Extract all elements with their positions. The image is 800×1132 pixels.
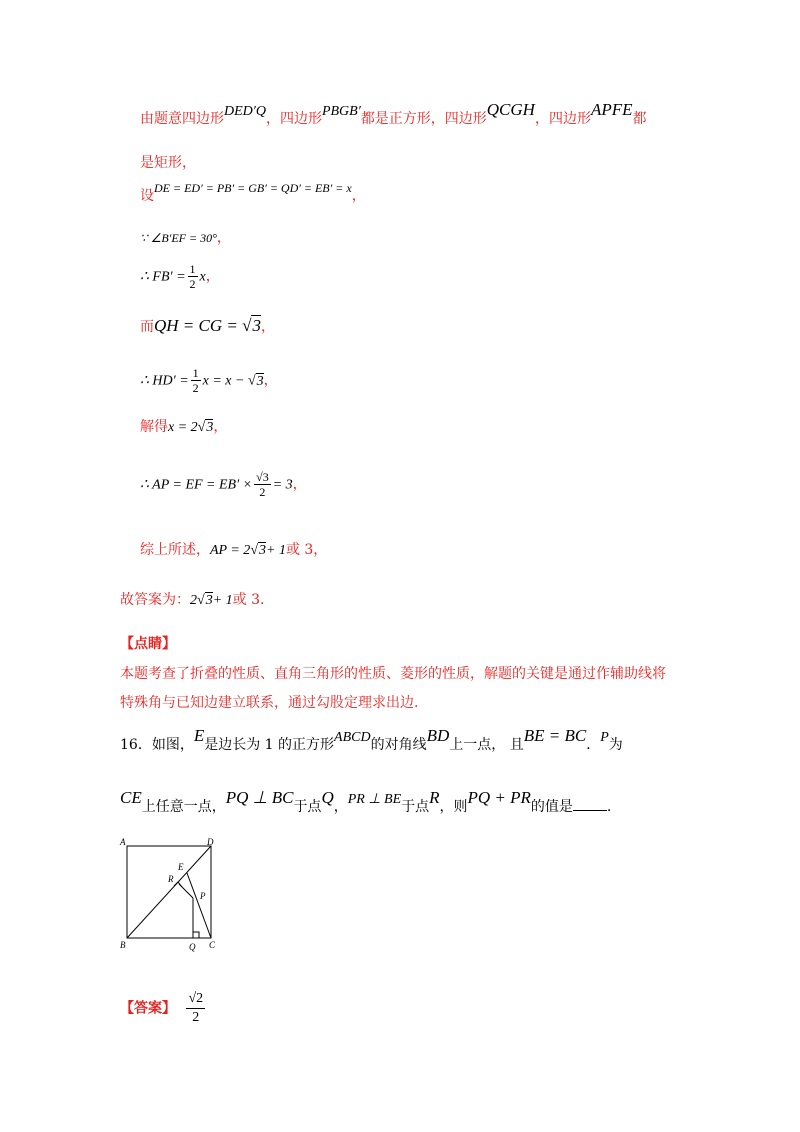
label-r: R <box>168 874 174 884</box>
question-line-1: 16．如图，E是边长为 1 的正方形ABCD的对角线BD上一点， 且BE = BC．P为 <box>120 726 623 753</box>
solution-line-4: ∵ ∠B′EF = 30°， <box>140 230 231 246</box>
label-e: E <box>178 862 184 872</box>
solution-line-5: ∴ FB′ = $\frac{1}{2}$ x， <box>140 262 220 291</box>
solution-line-6: 而QH = CG = √3， <box>140 316 275 335</box>
solution-line-7: ∴ HD′ = $\frac{1}{2}$ x = x − √3， <box>140 366 278 395</box>
label-d: D <box>207 837 214 847</box>
fraction: $\frac{1}{2}$ <box>189 262 196 291</box>
answer-fraction: $\frac{√2}{2}$ <box>188 991 204 1025</box>
label-p: P <box>200 891 206 901</box>
comment-heading: 【点睛】 <box>120 636 176 652</box>
right-angle-mark-q <box>193 932 199 938</box>
solution-line-2: 是矩形， <box>140 155 196 171</box>
solution-line-11: 故答案为：2√3+ 1或 3. <box>120 592 265 608</box>
solution-line-10: 综上所述，AP = 2√3+ 1或 3， <box>140 542 328 558</box>
segment-ec <box>187 873 211 938</box>
label-q: Q <box>189 942 196 952</box>
label-a: A <box>120 837 126 847</box>
answer-line <box>120 990 207 1027</box>
solution-line-3: 设DE = ED′ = PB′ = GB′ = QD′ = EB′ = x， <box>140 181 366 204</box>
solution-line-9: ∴ AP = EF = EB′ × $\frac{√3}{2}$ = 3， <box>140 470 307 499</box>
right-angle-mark-r <box>174 882 182 887</box>
diagonal-bd <box>127 846 211 938</box>
square-figure <box>117 834 227 954</box>
solution-line-1: 由题意四边形DED′Q，四边形PBGB′都是正方形，四边形QCGH，四边形APFE都 <box>140 100 647 127</box>
fraction: $\frac{1}{2}$ <box>192 366 199 395</box>
answer-label: 【答案】 <box>120 1000 176 1017</box>
question-line-2: CE上任意一点，PQ ⊥ BC于点Q，PR ⊥ BE于点R，则PQ + PR的值是 . <box>120 788 612 815</box>
comment-paragraph-1: 本题考查了折叠的性质、直角三角形的性质、菱形的性质，解题的关键是通过作辅助线将 <box>120 666 666 682</box>
solution-line-8: 解得x = 2√3， <box>140 419 228 435</box>
comment-paragraph-2: 特殊角与已知边建立联系，通过勾股定理求出边. <box>120 695 419 711</box>
label-c: C <box>209 940 216 950</box>
fraction: $\frac{√3}{2}$ <box>256 470 269 499</box>
label-b: B <box>120 940 126 950</box>
answer-blank <box>573 796 607 811</box>
